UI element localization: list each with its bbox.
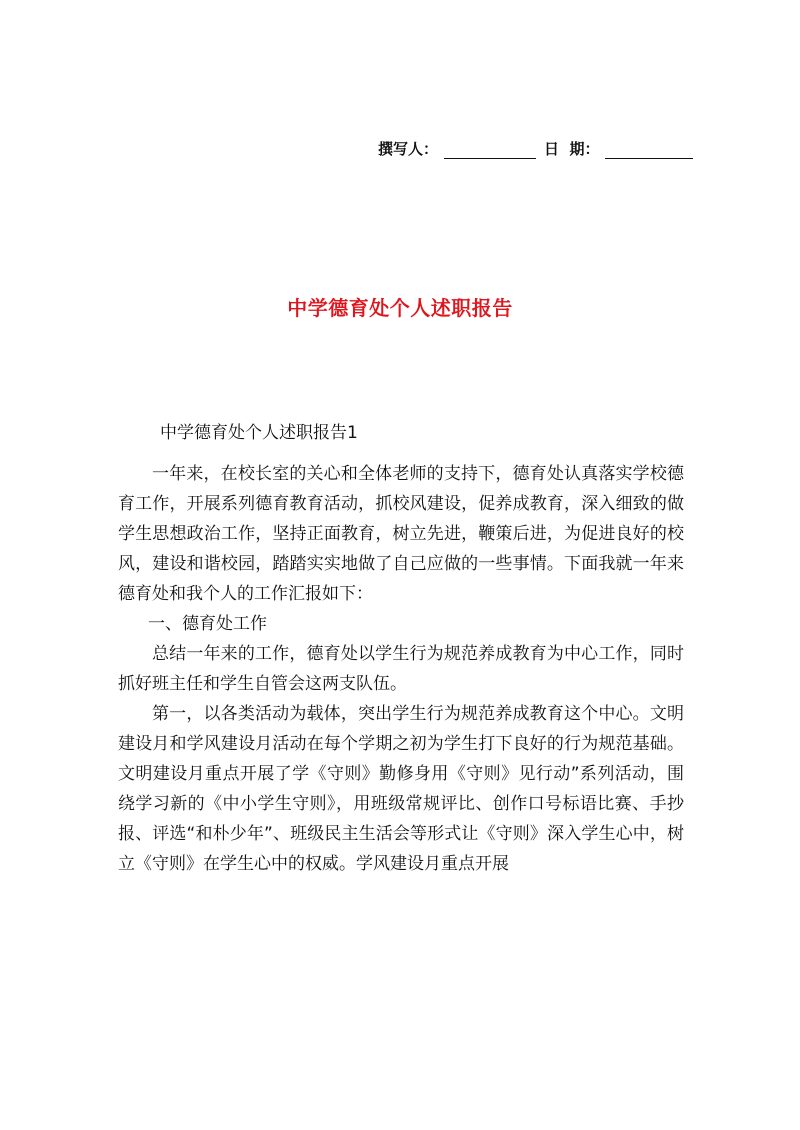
section-heading: 一、德育处工作 bbox=[148, 614, 267, 634]
author-label: 撰写人： bbox=[378, 140, 439, 158]
date-label: 日 期： bbox=[544, 140, 600, 158]
paragraph-summary: 总结一年来的工作，德育处以学生行为规范养成教育为中心工作，同时抓好班主任和学生自管会这两支队伍。 bbox=[118, 644, 684, 694]
paragraph-intro: 一年来，在校长室的关心和全体老师的支持下，德育处认真落实学校德育工作，开展系列德育教育活动，抓校风建设，促养成教育，深入细致的做学生思想政治工作，坚持正面教育，树立先进，鞭策后进，为促进良好的校风，建设和谐校园，踏踏实实地做了自己应做的一些事情。下面我就一年来德育处和我个人的工作汇报如下： bbox=[118, 464, 684, 604]
paragraph-first-point: 第一，以各类活动为载体，突出学生行为规范养成教育这个中心。文明建设月和学风建设月活动在每个学期之初为学生打下良好的行为规范基础。文明建设月重点开展了学《守则》勤修身用《守则》见行动”系列活动，围绕学习新的《中小学生守则》，用班级常规评比、创作口号标语比赛、手抄报、评选“和朴少年”、班级民主生活会等形式让《守则》深入学生心中，树立《守则》在学生心中的权威。学风建设月重点开展 bbox=[118, 704, 684, 874]
report-subheading: 中学德育处个人述职报告1 bbox=[160, 423, 358, 443]
date-blank-line bbox=[605, 142, 693, 159]
document-body bbox=[118, 418, 684, 879]
document-title: 中学德育处个人述职报告 bbox=[287, 296, 513, 320]
byline bbox=[378, 138, 693, 159]
author-blank-line bbox=[444, 142, 536, 159]
